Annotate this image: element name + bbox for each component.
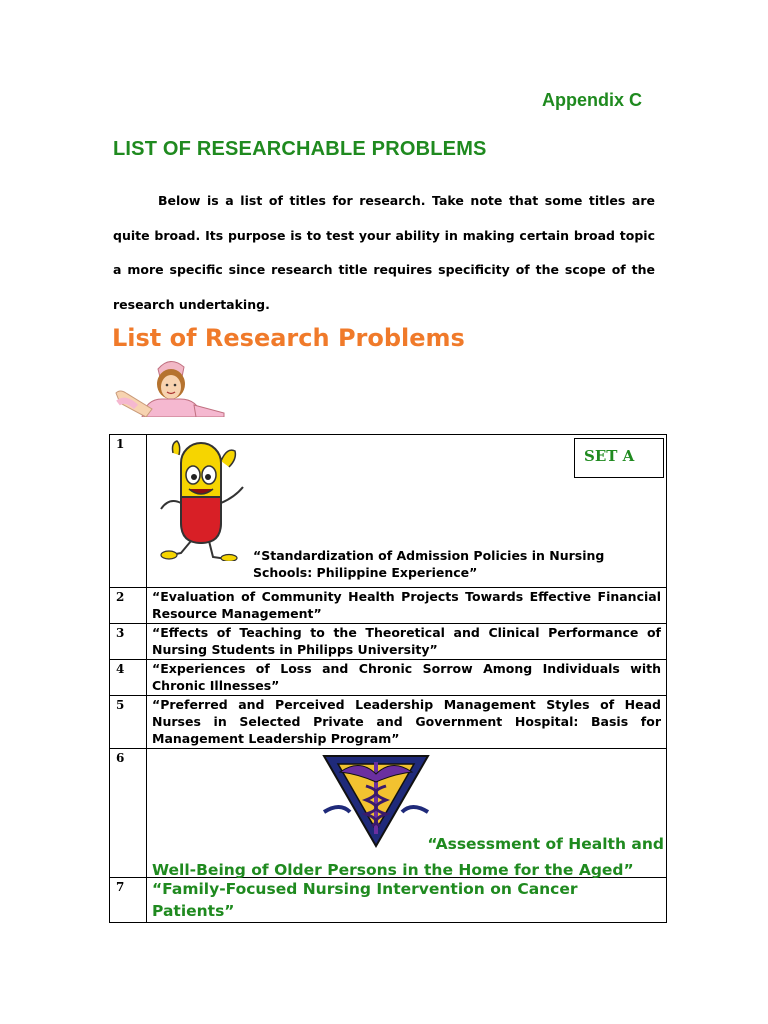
table-row [110,588,667,624]
intro-paragraph: Below is a list of titles for research. Take note that some titles are quite broad. Its purpose is to test your ability in making certain broad topic a more specific since research title requires specificity of the scope of the research undertaking. [113,193,655,312]
page-title: LIST OF RESEARCHABLE PROBLEMS [113,138,487,160]
problem-cell [147,749,667,878]
row-number: 6 [110,749,147,878]
problem-title: “Standardization of Admission Policies in Nursing Schools: Philippine Experience” [253,548,605,580]
set-label: SET A [574,438,664,478]
row-number: 5 [110,696,147,749]
problem-title: “Preferred and Perceived Leadership Management Styles of Head Nurses in Selected Private and Government Hospital: Basis for Management Leadership Program” [147,696,667,749]
problem-title: “Evaluation of Community Health Projects Towards Effective Financial Resource Management” [147,588,667,624]
row-number: 3 [110,624,147,660]
problems-table [109,434,667,923]
row-number: 1 [110,435,147,588]
pill-mascot-illustration [151,437,251,561]
table-row [110,696,667,749]
table-row [110,749,667,878]
problem-cell [147,435,667,588]
row-number: 7 [110,878,147,923]
problem-title: “Experiences of Loss and Chronic Sorrow Among Individuals with Chronic Illnesses” [147,660,667,696]
table-row [110,660,667,696]
problem-title: “Family-Focused Nursing Intervention on Cancer Patients” [147,878,667,923]
table-row [110,435,667,588]
problem-title: “Assessment of Health and Well-Being of Older Persons in the Home for the Aged” [152,835,664,879]
row-number: 2 [110,588,147,624]
nurse-illustration [112,357,230,417]
section-title: List of Research Problems [112,324,465,352]
problem-title: “Effects of Teaching to the Theoretical and Clinical Performance of Nursing Students in Philipps University” [147,624,667,660]
table-row [110,878,667,923]
appendix-label: Appendix C [542,90,643,110]
table-row [110,624,667,660]
row-number: 4 [110,660,147,696]
